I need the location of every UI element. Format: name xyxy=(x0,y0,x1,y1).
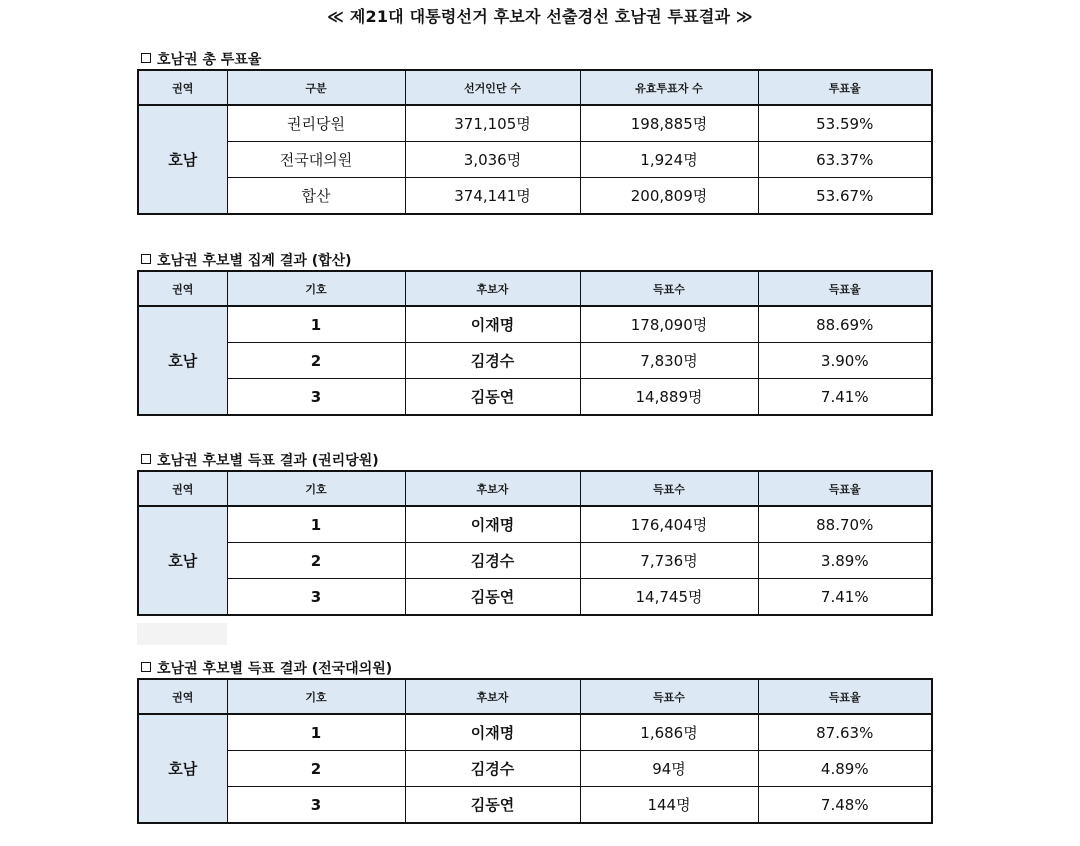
electors-cell: 3,036명 xyxy=(405,142,580,178)
category-cell: 합산 xyxy=(227,178,405,215)
number-cell: 2 xyxy=(227,751,405,787)
table-row xyxy=(138,343,932,379)
category-cell: 권리당원 xyxy=(227,105,405,142)
votes-cell: 1,686명 xyxy=(580,714,758,751)
number-cell: 1 xyxy=(227,306,405,343)
column-header: 기호 xyxy=(227,471,405,506)
votes-cell: 14,745명 xyxy=(580,579,758,616)
candidate-cell: 김동연 xyxy=(405,379,580,416)
column-header: 투표율 xyxy=(758,70,932,105)
share-cell: 88.70% xyxy=(758,506,932,543)
share-cell: 88.69% xyxy=(758,306,932,343)
members-heading xyxy=(141,452,933,470)
column-header: 권역 xyxy=(138,70,227,105)
category-cell: 전국대의원 xyxy=(227,142,405,178)
delegates-heading-text: 호남권 후보별 득표 결과 (전국대의원) xyxy=(157,661,393,677)
candidate-cell: 김경수 xyxy=(405,343,580,379)
table-row xyxy=(138,178,932,215)
table-row xyxy=(138,714,932,751)
number-cell: 3 xyxy=(227,787,405,824)
checkbox-bullet-icon xyxy=(141,454,151,464)
region-cell: 호남 xyxy=(138,506,227,615)
candidate-cell: 이재명 xyxy=(405,306,580,343)
candidate-cell: 김동연 xyxy=(405,787,580,824)
column-header: 득표율 xyxy=(758,471,932,506)
share-cell: 3.90% xyxy=(758,343,932,379)
number-cell: 2 xyxy=(227,343,405,379)
turnout-table xyxy=(137,69,933,215)
checkbox-bullet-icon xyxy=(141,254,151,264)
members-heading-text: 호남권 후보별 득표 결과 (권리당원) xyxy=(157,453,379,469)
table-row xyxy=(138,506,932,543)
background-strip xyxy=(137,623,227,645)
column-header: 후보자 xyxy=(405,471,580,506)
combined-results-section xyxy=(137,252,933,416)
table-header-row xyxy=(138,679,932,714)
delegates-heading xyxy=(141,660,933,678)
number-cell: 3 xyxy=(227,579,405,616)
table-header-row xyxy=(138,70,932,105)
turnout-section xyxy=(137,51,933,215)
table-row xyxy=(138,787,932,824)
checkbox-bullet-icon xyxy=(141,662,151,672)
table-row xyxy=(138,306,932,343)
table-row xyxy=(138,379,932,416)
region-cell: 호남 xyxy=(138,105,227,214)
table-row xyxy=(138,579,932,616)
checkbox-bullet-icon xyxy=(141,53,151,63)
votes-cell: 176,404명 xyxy=(580,506,758,543)
column-header: 기호 xyxy=(227,679,405,714)
turnout-heading xyxy=(141,51,933,69)
share-cell: 7.48% xyxy=(758,787,932,824)
document-title: ≪ 제21대 대통령선거 후보자 선출경선 호남권 투표결과 ≫ xyxy=(327,7,753,26)
number-cell: 2 xyxy=(227,543,405,579)
combined-heading-text: 호남권 후보별 집계 결과 (합산) xyxy=(157,253,352,269)
column-header: 득표수 xyxy=(580,271,758,306)
column-header: 득표수 xyxy=(580,679,758,714)
region-cell: 호남 xyxy=(138,714,227,823)
candidate-cell: 김경수 xyxy=(405,751,580,787)
members-results-table xyxy=(137,470,933,616)
candidate-cell: 이재명 xyxy=(405,714,580,751)
candidate-cell: 김동연 xyxy=(405,579,580,616)
delegates-results-table xyxy=(137,678,933,824)
column-header: 득표율 xyxy=(758,271,932,306)
table-row xyxy=(138,105,932,142)
votes-cell: 7,830명 xyxy=(580,343,758,379)
members-results-section xyxy=(137,452,933,616)
column-header: 권역 xyxy=(138,471,227,506)
candidate-cell: 김경수 xyxy=(405,543,580,579)
delegates-results-section xyxy=(137,660,933,824)
votes-cell: 94명 xyxy=(580,751,758,787)
combined-results-table xyxy=(137,270,933,416)
column-header: 기호 xyxy=(227,271,405,306)
share-cell: 7.41% xyxy=(758,379,932,416)
column-header: 후보자 xyxy=(405,271,580,306)
share-cell: 87.63% xyxy=(758,714,932,751)
rate-cell: 53.67% xyxy=(758,178,932,215)
column-header: 득표율 xyxy=(758,679,932,714)
share-cell: 4.89% xyxy=(758,751,932,787)
electors-cell: 374,141명 xyxy=(405,178,580,215)
table-header-row xyxy=(138,471,932,506)
table-row xyxy=(138,543,932,579)
votes-cell: 144명 xyxy=(580,787,758,824)
combined-heading xyxy=(141,252,933,270)
column-header: 구분 xyxy=(227,70,405,105)
voters-cell: 198,885명 xyxy=(580,105,758,142)
number-cell: 1 xyxy=(227,714,405,751)
rate-cell: 53.59% xyxy=(758,105,932,142)
column-header: 유효투표자 수 xyxy=(580,70,758,105)
share-cell: 3.89% xyxy=(758,543,932,579)
number-cell: 3 xyxy=(227,379,405,416)
table-header-row xyxy=(138,271,932,306)
column-header: 후보자 xyxy=(405,679,580,714)
voters-cell: 1,924명 xyxy=(580,142,758,178)
table-row xyxy=(138,142,932,178)
votes-cell: 178,090명 xyxy=(580,306,758,343)
votes-cell: 14,889명 xyxy=(580,379,758,416)
column-header: 권역 xyxy=(138,271,227,306)
turnout-heading-text: 호남권 총 투표율 xyxy=(157,52,262,68)
column-header: 선거인단 수 xyxy=(405,70,580,105)
rate-cell: 63.37% xyxy=(758,142,932,178)
voters-cell: 200,809명 xyxy=(580,178,758,215)
share-cell: 7.41% xyxy=(758,579,932,616)
region-cell: 호남 xyxy=(138,306,227,415)
column-header: 권역 xyxy=(138,679,227,714)
candidate-cell: 이재명 xyxy=(405,506,580,543)
electors-cell: 371,105명 xyxy=(405,105,580,142)
table-row xyxy=(138,751,932,787)
number-cell: 1 xyxy=(227,506,405,543)
column-header: 득표수 xyxy=(580,471,758,506)
votes-cell: 7,736명 xyxy=(580,543,758,579)
